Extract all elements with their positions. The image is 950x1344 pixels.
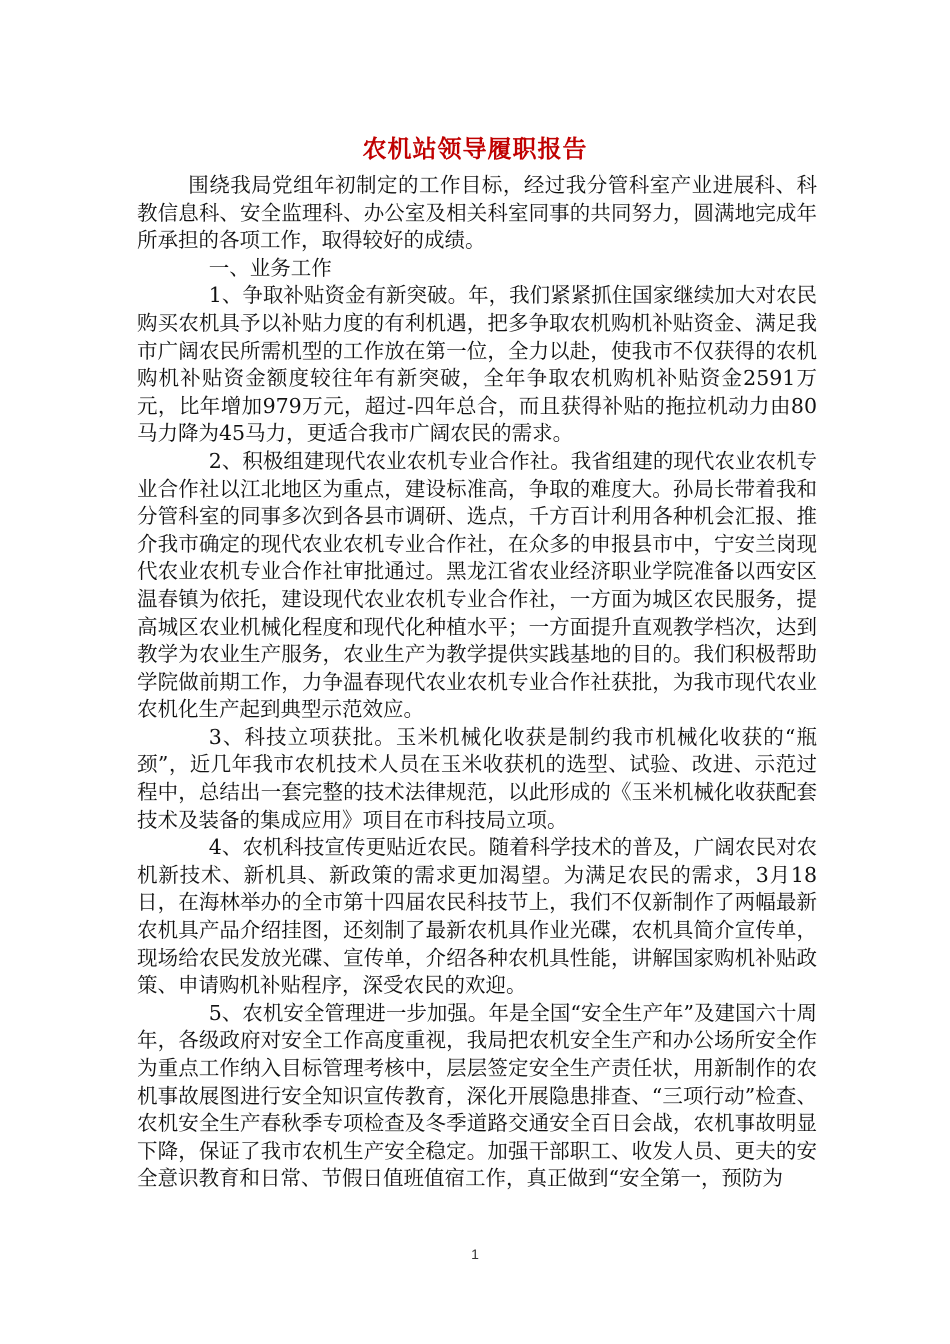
document-title: 农机站领导履职报告 xyxy=(362,134,588,163)
intro-paragraph: 围绕我局党组年初制定的工作目标，经过我分管科室产业进展科、科教信息科、安全监理科、办公室及相关科室同事的共同努力，圆满地完成年所承担的各项工作，取得较好的成绩。 xyxy=(137,173,817,253)
paragraph-3: 3、科技立项获批。玉米机械化收获是制约我市机械化收获的“瓶颈”，近几年我市农机技术人员在玉米收获机的选型、试验、改进、示范过程中，总结出一套完整的技术法律规范，以此形成的《玉米机械化收获配套技术及装备的集成应用》项目在市科技局立项。 xyxy=(137,724,817,832)
document-body xyxy=(137,172,817,1193)
paragraph-1: 1、争取补贴资金有新突破。年，我们紧紧抓住国家继续加大对农民购买农机具予以补贴力度的有利机遇，把多争取农机购机补贴资金、满足我市广阔农民所需机型的工作放在第一位，全力以赴，使我市不仅获得的农机购机补贴资金额度较往年有新突破，全年争取农机购机补贴资金2591万元，比年增加979万元，超过-四年总合，而且获得补贴的拖拉机动力由80马力降为45马力，更适合我市广阔农民的需求。 xyxy=(137,283,817,446)
page-number: 1 xyxy=(471,1246,479,1262)
paragraph-2: 2、积极组建现代农业农机专业合作社。我省组建的现代农业农机专业合作社以江北地区为重点，建设标准高，争取的难度大。孙局长带着我和分管科室的同事多次到各县市调研、选点，千方百计利用各种机会汇报、推介我市确定的现代农业农机专业合作社，在众多的申报县市中，宁安兰岗现代农业农机专业合作社审批通过。黑龙江省农业经济职业学院准备以西安区温春镇为依托，建设现代农业农机专业合作社，一方面为城区农民服务，提高城区农业机械化程度和现代化种植水平；一方面提升直观教学档次，达到教学为农业生产服务，农业生产为教学提供实践基地的目的。我们积极帮助学院做前期工作，力争温春现代农业农机专业合作社获批，为我市现代农业农机化生产起到典型示范效应。 xyxy=(137,448,817,722)
paragraph-4: 4、农机科技宣传更贴近农民。随着科学技术的普及，广阔农民对农机新技术、新机具、新政策的需求更加渴望。为满足农民的需求，3月18日，在海林举办的全市第十四届农民科技节上，我们不仅新制作了两幅最新农机具产品介绍挂图，还刻制了最新农机具作业光碟，农机具简介宣传单，现场给农民发放光碟、宣传单，介绍各种农机具性能，讲解国家购机补贴政策、申请购机补贴程序，深受农民的欢迎。 xyxy=(137,835,817,998)
section-heading: 一、业务工作 xyxy=(208,255,332,280)
paragraph-5: 5、农机安全管理进一步加强。年是全国“安全生产年”及建国六十周年，各级政府对安全工作高度重视，我局把农机安全生产和办公场所安全作为重点工作纳入目标管理考核中，层层签定安全生产责任状，用新制作的农机事故展图进行安全知识宣传教育，深化开展隐患排查、“三项行动”检查、农机安全生产春秋季专项检查及冬季道路交通安全百日会战，农机事故明显下降，保证了我市农机生产安全稳定。加强干部职工、收发人员、更夫的安全意识教育和日常、节假日值班值宿工作，真正做到“安全第一，预防为 xyxy=(137,1000,817,1191)
